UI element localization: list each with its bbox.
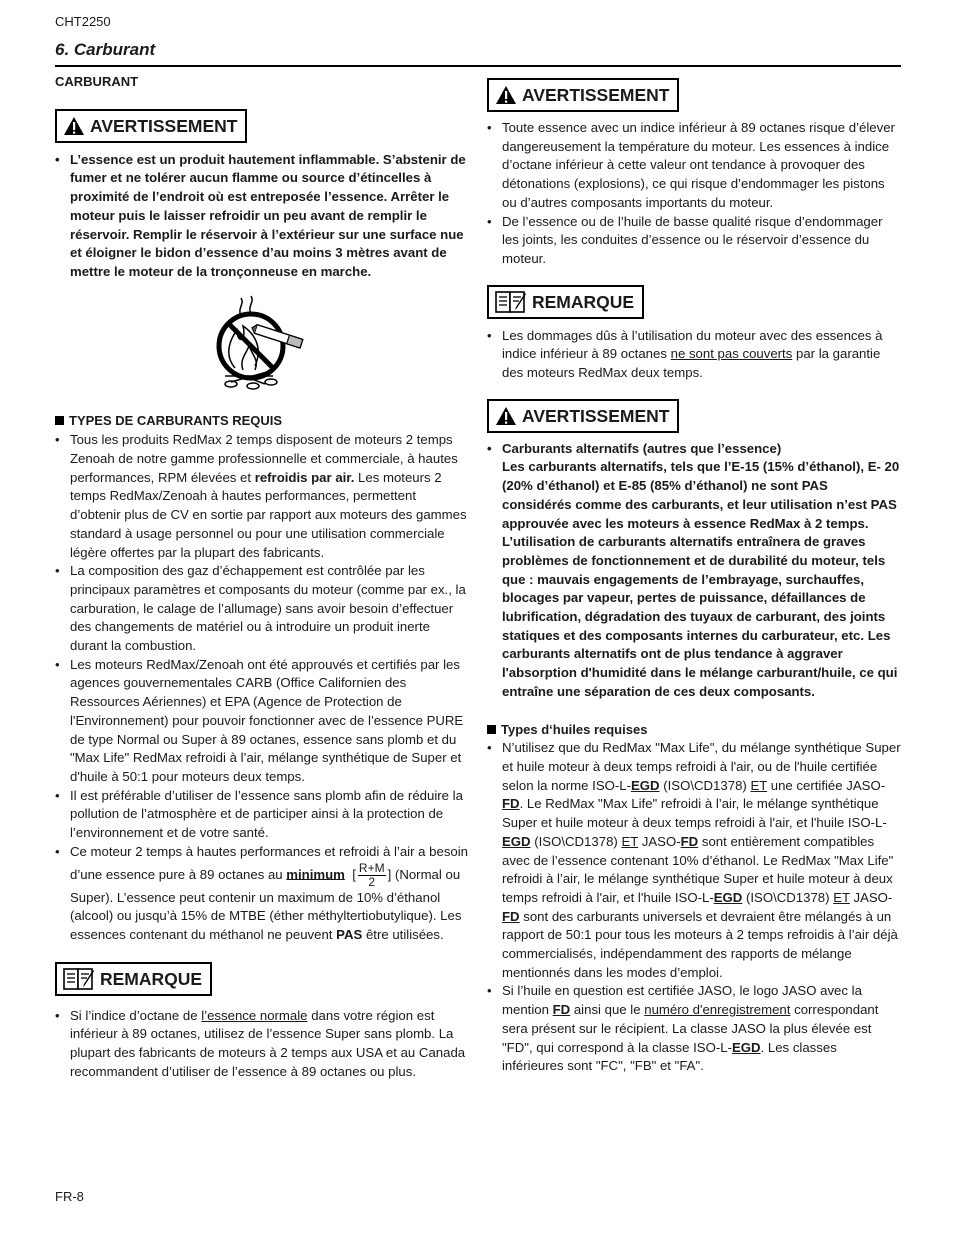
text-underlined: numéro d'enregistrement (644, 1002, 791, 1018)
text: par la garantie des moteurs RedMax deux temps. (502, 346, 881, 381)
note-box (487, 285, 644, 319)
text: (ISO\CD1378) (659, 777, 751, 793)
oil-types-heading-text: Types d‘huiles requises (501, 721, 648, 737)
text: Les dommages dûs à l’utilisation du moteur avec des essences à indice inférieur à 89 octanes (502, 327, 883, 362)
note-label: REMARQUE (532, 291, 635, 312)
square-bullet-icon (55, 416, 64, 425)
warning-label: AVERTISSEMENT (522, 405, 670, 426)
text: sont entièrement compatibles avec de l’essence contenant 10% d’éthanol. Le RedMax "Max Life" refroidi à l’air, le mélange synthétique Super et huile moteur à deux temps refroidi à l'air, et l'huile ISO-L- (502, 833, 894, 905)
text-egd: EGD (502, 833, 531, 849)
text-pas: PAS (336, 926, 363, 942)
warning-label: AVERTISSEMENT (90, 115, 238, 136)
warning-label: AVERTISSEMENT (522, 85, 670, 105)
text: . Les classes inférieures sont "FC", "FB" et "FA". (502, 1039, 837, 1074)
left-column (55, 72, 469, 1081)
text-et: ET (833, 889, 850, 905)
text: JASO- (849, 889, 893, 905)
list-item: • Il est préférable d’utiliser de l’essence sans plomb afin de réduire la pollution de l’atmosphère et de participer ainsi à la protection de l’environnement et de votre santé. (55, 787, 469, 843)
text: Ce moteur 2 temps à hautes performances et refroidi à l’air a besoin d’une essence pure à 89 octanes au (70, 843, 469, 882)
page-number: FR-8 (55, 1189, 84, 1204)
alt-fuels-title: • Carburants alternatifs (autres que l’essence) (502, 440, 782, 456)
fraction-denominator: 2 (368, 874, 376, 889)
list-item: • Les moteurs RedMax/Zenoah ont été approuvés et certifiés par les agences gouvernementales CARB (Office Californien des Ressources Aériennes) et EPA (Agence de Protection de l'Environnement) pour pouvoir fonctionner avec de l’essence PURE de type Normal ou Super à 89 octanes, essence sans plomb et du "Max Life" RedMax refroidi à l’air, mélange synthétique de Super et d'huile à 50:1 pour moteurs deux temps. (55, 656, 469, 787)
text: JASO- (638, 833, 681, 849)
square-bullet-icon (487, 725, 496, 734)
right-column (487, 72, 901, 1076)
list-item (487, 982, 901, 1076)
text: Si l’huile en question est certifiée JASO, le logo JASO avec la mention (502, 983, 862, 1018)
note-label: REMARQUE (100, 968, 203, 989)
note-box (55, 962, 212, 996)
list-item (487, 739, 901, 982)
list-item: • La composition des gaz d’échappement est contrôlée par les principaux paramètres et composants du moteur (comme par ex., la carburation, le calage de l’allumage) sans avoir besoin d’effectuer des changements de matériel ou à introduire un produit inerte durant la combustion. (55, 562, 469, 656)
text-fd: FD (552, 1002, 571, 1018)
text-fd: FD (502, 796, 520, 812)
list-item: • Ce moteur 2 temps à hautes performances et refroidi à l’air a besoin d’une essence pure à 89 octanes au minimum [ $\frac{R+M}{2}$ ] (Normal ou Super). L’essence peut contenir un maximum de 10% d’éthanol (alcool) ou jusqu’à 15% de MTBE (éther méthyltertiobutylique). Les essences contenant du méthanol ne peuvent PAS être utilisées. (55, 843, 469, 945)
list-item (55, 1007, 469, 1082)
warning-box (487, 399, 679, 433)
warning-box (487, 78, 679, 112)
list-item (487, 327, 901, 383)
list-item: • Toute essence avec un indice inférieur à 89 octanes risque d’élever dangereusement la température du moteur. Les essences à indice d’octane inférieur à cette valeur ont tendance à provoquer des détonations (explosions), ce qui risque d’endommager les pistons ou d’autres composants importants du moteur. (487, 119, 901, 213)
fuel-types-heading (55, 412, 469, 431)
model-number: CHT2250 (55, 14, 111, 29)
warning-triangle-icon (63, 116, 85, 136)
text: Si l’indice d’octane de (70, 1007, 202, 1023)
text: Les moteurs 2 temps RedMax/Zenoah à hautes performances, permettent d’obtenir plus de CV en sortie par rapport aux moteurs des gammes standard à usage personnel ou pour une utilisation commerciale légère offertes par la plupart des fabricants. (70, 469, 467, 560)
text-egd: EGD (631, 777, 660, 793)
text: correspondant sera présent sur le récipient. La classe JASO la plus élevée est "FD", qui correspond à la classe ISO-L- (502, 1002, 879, 1055)
text: (ISO\CD1378) (530, 833, 622, 849)
note-book-icon (495, 291, 527, 313)
list-item (487, 440, 901, 702)
text: une certifiée JASO- (767, 777, 886, 793)
text: (ISO\CD1378) (742, 889, 834, 905)
text: . Le RedMax "Max Life" refroidi à l’air, le mélange synthétique Super et huile moteur à deux temps refroidi à l'air, et l'huile ISO-L- (502, 796, 887, 831)
list-item: • De l’essence ou de l’huile de basse qualité risque d’endommager les joints, les conduites d’essence ou le réservoir d’essence du moteur. (487, 213, 901, 269)
alt-fuels-text: Les carburants alternatifs, tels que l’E-15 (15% d’éthanol), E- 20 (20% d’éthanol) et E-85 (85% d’éthanol) ne sont PAS considérés comme des carburants, et leur utilisation n’est PAS approuvée avec les moteurs à essence RedMax à 2 temps. L’utilisation de carburants alternatifs entraînera de graves problèmes de fonctionnement et de durabilité du moteur, tels que : mauvais engagements de l’embrayage, surchauffes, blocages par vapeur, pertes de puissance, défaillances de lubrification, dégradation des tuyaux de carburant, des joints statiques et des composants internes du carburateur, etc. Les carburants alternatifs ont de plus tendance à aggraver l'absorption d'humidité dans le mélange carburant/huile, ce qui entraîne une séparation de ces deux composants. (502, 459, 900, 699)
text-underlined: ne sont pas couverts (670, 346, 793, 362)
text: être utilisées. (362, 926, 444, 942)
text: N’utilisez que du RedMax "Max Life", du mélange synthétique Super et huile moteur à deux temps refroidi à l'air, ou de l'huile certifiée selon la norme ISO-L- (502, 740, 901, 793)
no-smoking-fire-icon (203, 294, 315, 394)
note-book-icon (63, 968, 95, 990)
text-et: ET (621, 833, 639, 849)
text-fd: FD (502, 908, 520, 924)
octane-fraction (358, 862, 386, 889)
text-minimum: minimum (286, 866, 345, 882)
header-rule (55, 65, 901, 67)
warning-box (55, 109, 247, 143)
text-egd: EGD (713, 889, 743, 905)
text-underlined: l’essence normale (201, 1007, 308, 1023)
no-smoking-illustration (55, 294, 469, 402)
warning-text: • L’essence est un produit hautement inflammable. S’abstenir de fumer et ne tolérer aucun flamme ou source d’étincelles à proximité de l’endroit où est entreposée l’essence. Arrêter le moteur puis le laisser refroidir un peu avant de remplir le réservoir. Remplir le réservoir à l’extérieur sur une surface nue et éloigner le bidon d’essence d’au moins 3 mètres avant de mettre le moteur de la tronçonneuse en marche. (55, 151, 469, 282)
subheading-carburant: CARBURANT (55, 74, 139, 89)
text: dans votre région est inférieur à 89 octanes, utilisez de l’essence Super sans plomb. La plupart des fabricants de moteurs à 2 temps aux USA et au Canada recommandent d’utiliser de l’essence à 89 octanes ou plus. (70, 1007, 466, 1079)
section-title: 6. Carburant (55, 40, 156, 59)
text: Tous les produits RedMax 2 temps disposent de moteurs 2 temps Zenoah de notre gamme professionnelle et commerciale, à hautes performances, RPM élevées et (70, 432, 458, 485)
text-fd: FD (680, 833, 699, 849)
list-item (55, 431, 469, 562)
text-egd: EGD (731, 1039, 761, 1055)
fuel-types-heading-text: TYPES DE CARBURANTS REQUIS (69, 412, 283, 428)
warning-triangle-icon (495, 85, 517, 105)
warning-triangle-icon (495, 406, 517, 426)
oil-types-heading (487, 721, 901, 740)
text-bold: refroidis par air. (254, 469, 355, 485)
text: ainsi que le (570, 1002, 645, 1018)
text: sont des carburants universels et devraient être mélangés à un rapport de 50:1 pour tous les moteurs à 2 temps refroidis à l’air déjà commercialisés, indépendamment des rapports de mélange mentionnés dans les modes d’emploi. (502, 908, 898, 980)
text-et: ET (750, 777, 768, 793)
fraction-numerator: R+M (358, 860, 385, 875)
text: (Normal ou Super). L’essence peut contenir un maximum de 10% d’éthanol (alcool) ou jusqu’à 15% de MTBE (éther méthyltertiobutylique). Les essences contenant du méthanol ne peuvent (70, 866, 462, 942)
